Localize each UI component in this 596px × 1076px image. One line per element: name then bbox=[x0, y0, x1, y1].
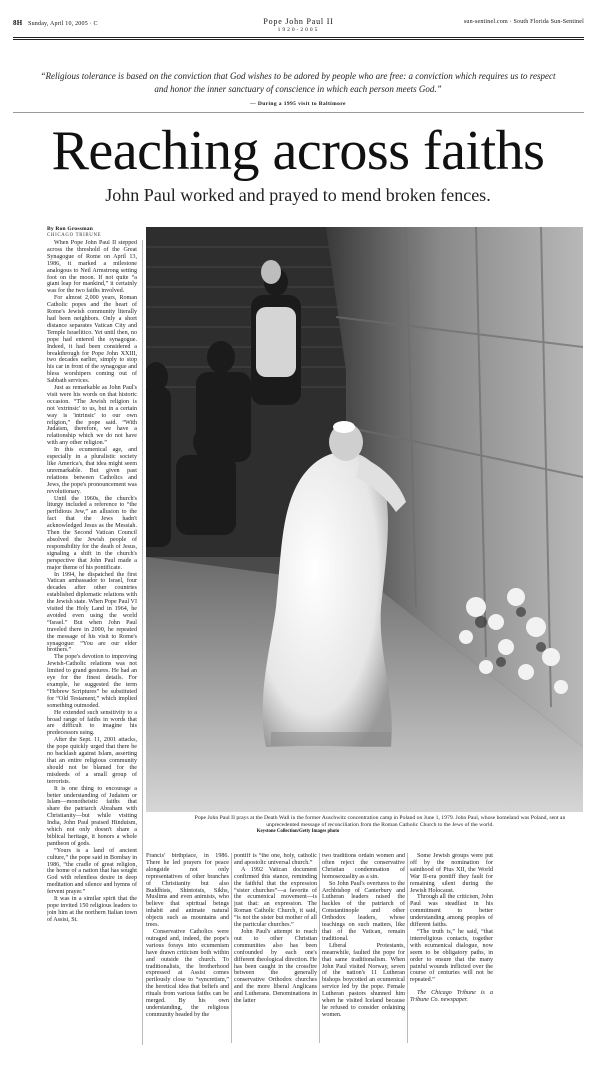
page-date: Sunday, April 10, 2005 · C bbox=[28, 21, 98, 27]
paragraph: Francis' birthplace, in 1986. There he led prayers for peace alongside not only representatives of other branches of Christianity but also Buddhists, Shintoists, Sikhs, Muslims and even animists, who believe that spiritual beings inhabit and animate natural objects such as mountains and trees. bbox=[146, 853, 229, 929]
section-years: 1920-2005 bbox=[277, 27, 320, 33]
paragraph: Through all the criticism, John Paul was steadfast in his commitment to better understanding among peoples of different faiths. bbox=[410, 894, 493, 929]
photo-caption: Pope John Paul II prays at the Death Wall in the former Auschwitz concentration camp in Poland on June 1, 1979. John Paul, whose homeland was Poland, sent an unprecedented message of reconciliation from the Roman Catholic Church to the Jews of the world. bbox=[194, 815, 566, 828]
photo-of-pope-praying-at-death-wall bbox=[146, 227, 583, 812]
photo-credit: Keystone Collection/Getty Images photo bbox=[256, 829, 340, 834]
article-column-3 bbox=[234, 853, 317, 1048]
quote-attribution: — During a 1995 visit to Baltimore bbox=[250, 101, 346, 107]
article-column-4 bbox=[322, 853, 405, 1048]
headline: Reaching across faiths bbox=[51, 120, 545, 182]
tribune-tagline: The Chicago Tribune is a Tribune Co. newspaper. bbox=[410, 990, 493, 1004]
paragraph: So John Paul's overtures to the Archbishop of Canterbury and Lutheran leaders raised the hackles of the patriarch of Constantinople and other Orthodox leaders, whose teachings on such matters, like that of the Vatican, remain traditional. bbox=[322, 880, 405, 942]
page-number: 8H bbox=[13, 19, 23, 27]
paragraph: In 1994, he dispatched the first Vatican ambassador to Israel, four decades after other countries established diplomatic relations with the Jewish state. When Pope Paul VI visited the Holy Land in 1964, he avoided even using the world “Israel.” But when John Paul traveled there in 2000, he repeated the message of his visit to Rome's synagogue: “You are our elder brothers.” bbox=[47, 571, 137, 654]
column-rule bbox=[231, 853, 232, 1043]
article-column-1 bbox=[47, 240, 137, 1044]
article-column-5 bbox=[410, 853, 493, 1048]
column-rule bbox=[407, 853, 408, 1043]
paragraph: “The truth is,” he said, “that interreligious contacts, together with ecumenical dialogue, now seem to be obligatory paths, in order to ensure that the many painful wounds inflicted over the course of centuries will not be repeated.” bbox=[410, 928, 493, 984]
section-title: Pope John Paul II bbox=[263, 17, 334, 26]
paragraph: It is one thing to encourage a better understanding of Judaism or Islam—monotheistic faiths that share the patriarch Abraham with Christianity—but while visiting India, John Paul praised Hinduism, which not only doesn't share a biblical heritage, it honors a whole pantheon of gods. bbox=[47, 785, 137, 847]
paragraph: two traditions ordain women and often reject the conservative Christian condemnation of homosexuality as a sin. bbox=[322, 853, 405, 880]
byline: By Ron Grossman bbox=[47, 226, 93, 232]
paragraph: John Paul's attempt to reach out to other Christian communities also has been confounded by each one's different theological direction. He has been caught in the crossfire between the generally conservative Orthodox churches and the more liberal Anglicans and Lutherans. Denominations in the latter bbox=[234, 928, 317, 1005]
paragraph: When Pope John Paul II stepped across the threshold of the Great Synagogue of Rome on April 13, 1986, it marked a milestone analogous to Neil Armstrong setting foot on the moon. If not quite “a giant leap for mankind,” it certainly was for the two faiths involved. bbox=[47, 240, 137, 295]
deck: John Paul worked and prayed to mend broken fences. bbox=[105, 185, 491, 205]
paragraph: Just as remarkable as John Paul's visit were his words on that historic occasion. “The Jewish religion is not 'extrinsic' to us, but in a certain way is 'intrinsic' to our own religion,” the pope said. “With Judaism, therefore, we have a relationship which we do not have with any other religion.” bbox=[47, 385, 137, 447]
paragraph: “Yours is a land of ancient culture,” the pope said in Bombay in 1986, “the cradle of great religion, the home of a nation that has sought God with relentless desire in deep meditation and silence and hymns of fervent prayer.” bbox=[47, 847, 137, 896]
paragraph: After the Sept. 11, 2001 attacks, the pope quickly urged that there be no backlash against Islam, asserting that an entire religious community should not be blamed for the misdeeds of a small group of terrorists. bbox=[47, 737, 137, 785]
column-rule bbox=[319, 853, 320, 1043]
column-rule bbox=[142, 240, 143, 1045]
source-line: sun-sentinel.com · South Florida Sun-Sentinel bbox=[463, 19, 584, 25]
pull-quote: “Religious tolerance is based on the conviction that God wishes to be adored by people who are free: a conviction which requires us to respect and honor the inner sanctuary of conscience in which each person meets God.” bbox=[40, 71, 556, 94]
paragraph: He extended such sensitivity to a broad range of faiths in words that are difficult to imagine his predecessors using. bbox=[47, 709, 137, 737]
paragraph: Until the 1960s, the church's liturgy included a reference to “the perfidious Jew,” an allusion to the fact that the Jews hadn't acknowledged Jesus as the Messiah. Then the Second Vatican Council absolved the Jewish people of responsibility for the death of Jesus, signaling a shift in the church's perspective that John Paul made a major theme of his pontificate. bbox=[47, 495, 137, 571]
paragraph: Some Jewish groups were put off by the nomination for sainthood of Pius XII, the World War II-era pontiff they fault for remaining silent during the Jewish Holocaust. bbox=[410, 853, 493, 894]
paragraph: For almost 2,000 years, Roman Catholic popes and the heart of Rome's Jewish community literally had been neighbors. Only a short distance separates Vatican City and Temple Israelitico. Yet until then, no pope had entered the synagogue. Indeed, it had been considered a breakthrough for Pope John XXIII, two decades earlier, simply to stop his car in front of the synagogue and bless worshipers coming out of Sabbath services. bbox=[47, 295, 137, 385]
paragraph: pontiff is “the one, holy, catholic and apostolic universal church.” bbox=[234, 853, 317, 866]
paragraph: In this ecumenical age, and especially in a pluralistic society like America's, that idea might seem unremarkable. But given past relations between Catholics and Jews, the pope's pronouncement was revolutionary. bbox=[47, 447, 137, 495]
header-rule bbox=[13, 37, 584, 38]
article-column-2 bbox=[146, 853, 229, 1048]
quote-rule bbox=[13, 112, 584, 113]
paragraph: A 1992 Vatican document confirmed this stance, reminding the faithful that the expression “sister churches”—a favorite of the ecumenical movement—is just that: an expression. The Roman Catholic Church, it said, “is not the sister but mother of all the particular churches.” bbox=[234, 866, 317, 929]
photo-illustration bbox=[146, 227, 583, 812]
header-rule-thin bbox=[13, 39, 584, 40]
paragraph: It was in a similar spirit that the pope invited 150 religious leaders to join him at the northern Italian town of Assisi, St. bbox=[47, 896, 137, 923]
paragraph: The pope's devotion to improving Jewish-Catholic relations was not limited to grand gestures. He had an eye for the finest details. For example, he suggested the term “Hebrew Scriptures” be substituted for “Old Testament,” which implied something outmoded. bbox=[47, 654, 137, 709]
paragraph: Conservative Catholics were outraged and, indeed, the pope's various forays into ecumenism have drawn criticism both within and outside the church. To traditionalists, the brotherhood expressed at Assisi comes perilously close to “syncretism,” the heretical idea that beliefs and rituals from various faiths can be merged. By his own understanding, the religious community headed by the bbox=[146, 928, 229, 1018]
byline-outlet: CHICAGO TRIBUNE bbox=[47, 233, 102, 238]
page-header bbox=[13, 17, 584, 35]
paragraph: Liberal Protestants, meanwhile, faulted the pope for that same traditionalism. When John Paul visited Norway, seven of the nation's 11 Lutheran bishops boycotted an ecumenical service led by the pope. Female Lutheran pastors shunned him when he visited Iceland because he refused to consider ordaining women. bbox=[322, 942, 405, 1018]
